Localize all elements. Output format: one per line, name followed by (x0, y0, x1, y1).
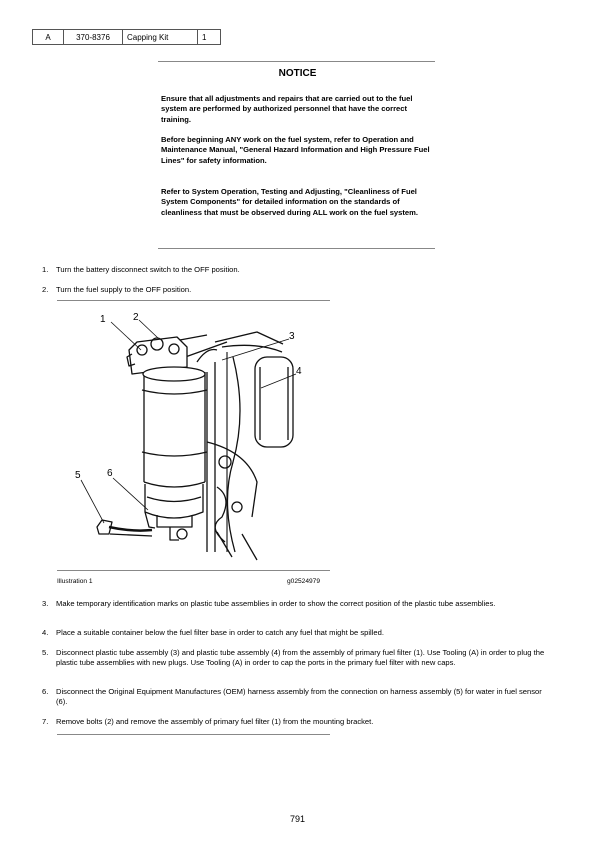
section-bottom-rule (57, 734, 330, 735)
step-number: 7. (42, 717, 49, 726)
step-text: Make temporary identification marks on plastic tube assemblies in order to show the correct position of the plastic tube assemblies. (56, 599, 496, 608)
illustration-top-rule (57, 300, 330, 301)
notice-paragraph-1: Ensure that all adjustments and repairs that are carried out to the fuel system are performed by authorized personnel that have the correct training. (161, 94, 413, 124)
step-text: Turn the battery disconnect switch to the OFF position. (56, 265, 240, 274)
tooling-callout: A (33, 30, 64, 45)
callout-4: 4 (296, 366, 302, 377)
tooling-table (32, 29, 221, 45)
step-number: 1. (42, 265, 49, 274)
step-text: Disconnect the Original Equipment Manufactures (OEM) harness assembly from the connection on harness assembly (5) for water in fuel sensor (6). (56, 687, 542, 707)
notice-paragraph-2: Before beginning ANY work on the fuel system, refer to Operation and Maintenance Manual, "General Hazard Information and High Pressure Fuel Lines" for safety information. (161, 135, 430, 165)
step-text: Place a suitable container below the fuel filter base in order to catch any fuel that might be spilled. (56, 628, 384, 637)
notice-paragraph-3: Refer to System Operation, Testing and Adjusting, "Cleanliness of Fuel System Components" for detailed information on the standards of cleanliness that must be observed during ALL work on the fuel system. (161, 187, 418, 217)
notice-top-rule (158, 61, 435, 62)
step-text: Disconnect plastic tube assembly (3) and plastic tube assembly (4) from the assembly of primary fuel filter (1). Use Tooling (A) in order to plug the plastic tube assemblies with new plugs. Use Tooling (A) in order to cap the ports in the primary fuel filter with new caps. (56, 648, 545, 668)
callout-1: 1 (100, 314, 106, 325)
notice-title: NOTICE (278, 68, 317, 79)
step-text: Turn the fuel supply to the OFF position. (56, 285, 192, 294)
tooling-quantity: 1 (198, 30, 221, 45)
step-number: 4. (42, 628, 49, 637)
illustration-code: g02524979 (287, 578, 321, 585)
callout-6: 6 (107, 468, 113, 479)
callout-5: 5 (75, 470, 81, 481)
notice-bottom-rule (158, 248, 435, 249)
illustration-bottom-rule (57, 570, 330, 571)
illustration-caption: Illustration 1 (57, 578, 93, 585)
step-text: Remove bolts (2) and remove the assembly of primary fuel filter (1) from the mounting bracket. (56, 717, 374, 726)
tooling-row (33, 30, 221, 45)
fuel-filter-illustration (57, 302, 330, 567)
step-number: 2. (42, 285, 49, 294)
step-number: 3. (42, 599, 49, 608)
tooling-part-number: 370-8376 (64, 30, 123, 45)
step-number: 6. (42, 687, 49, 696)
page-number: 791 (289, 814, 306, 824)
callout-3: 3 (289, 331, 295, 342)
step-number: 5. (42, 648, 49, 657)
tooling-description: Capping Kit (123, 30, 198, 45)
callout-2: 2 (133, 312, 139, 323)
